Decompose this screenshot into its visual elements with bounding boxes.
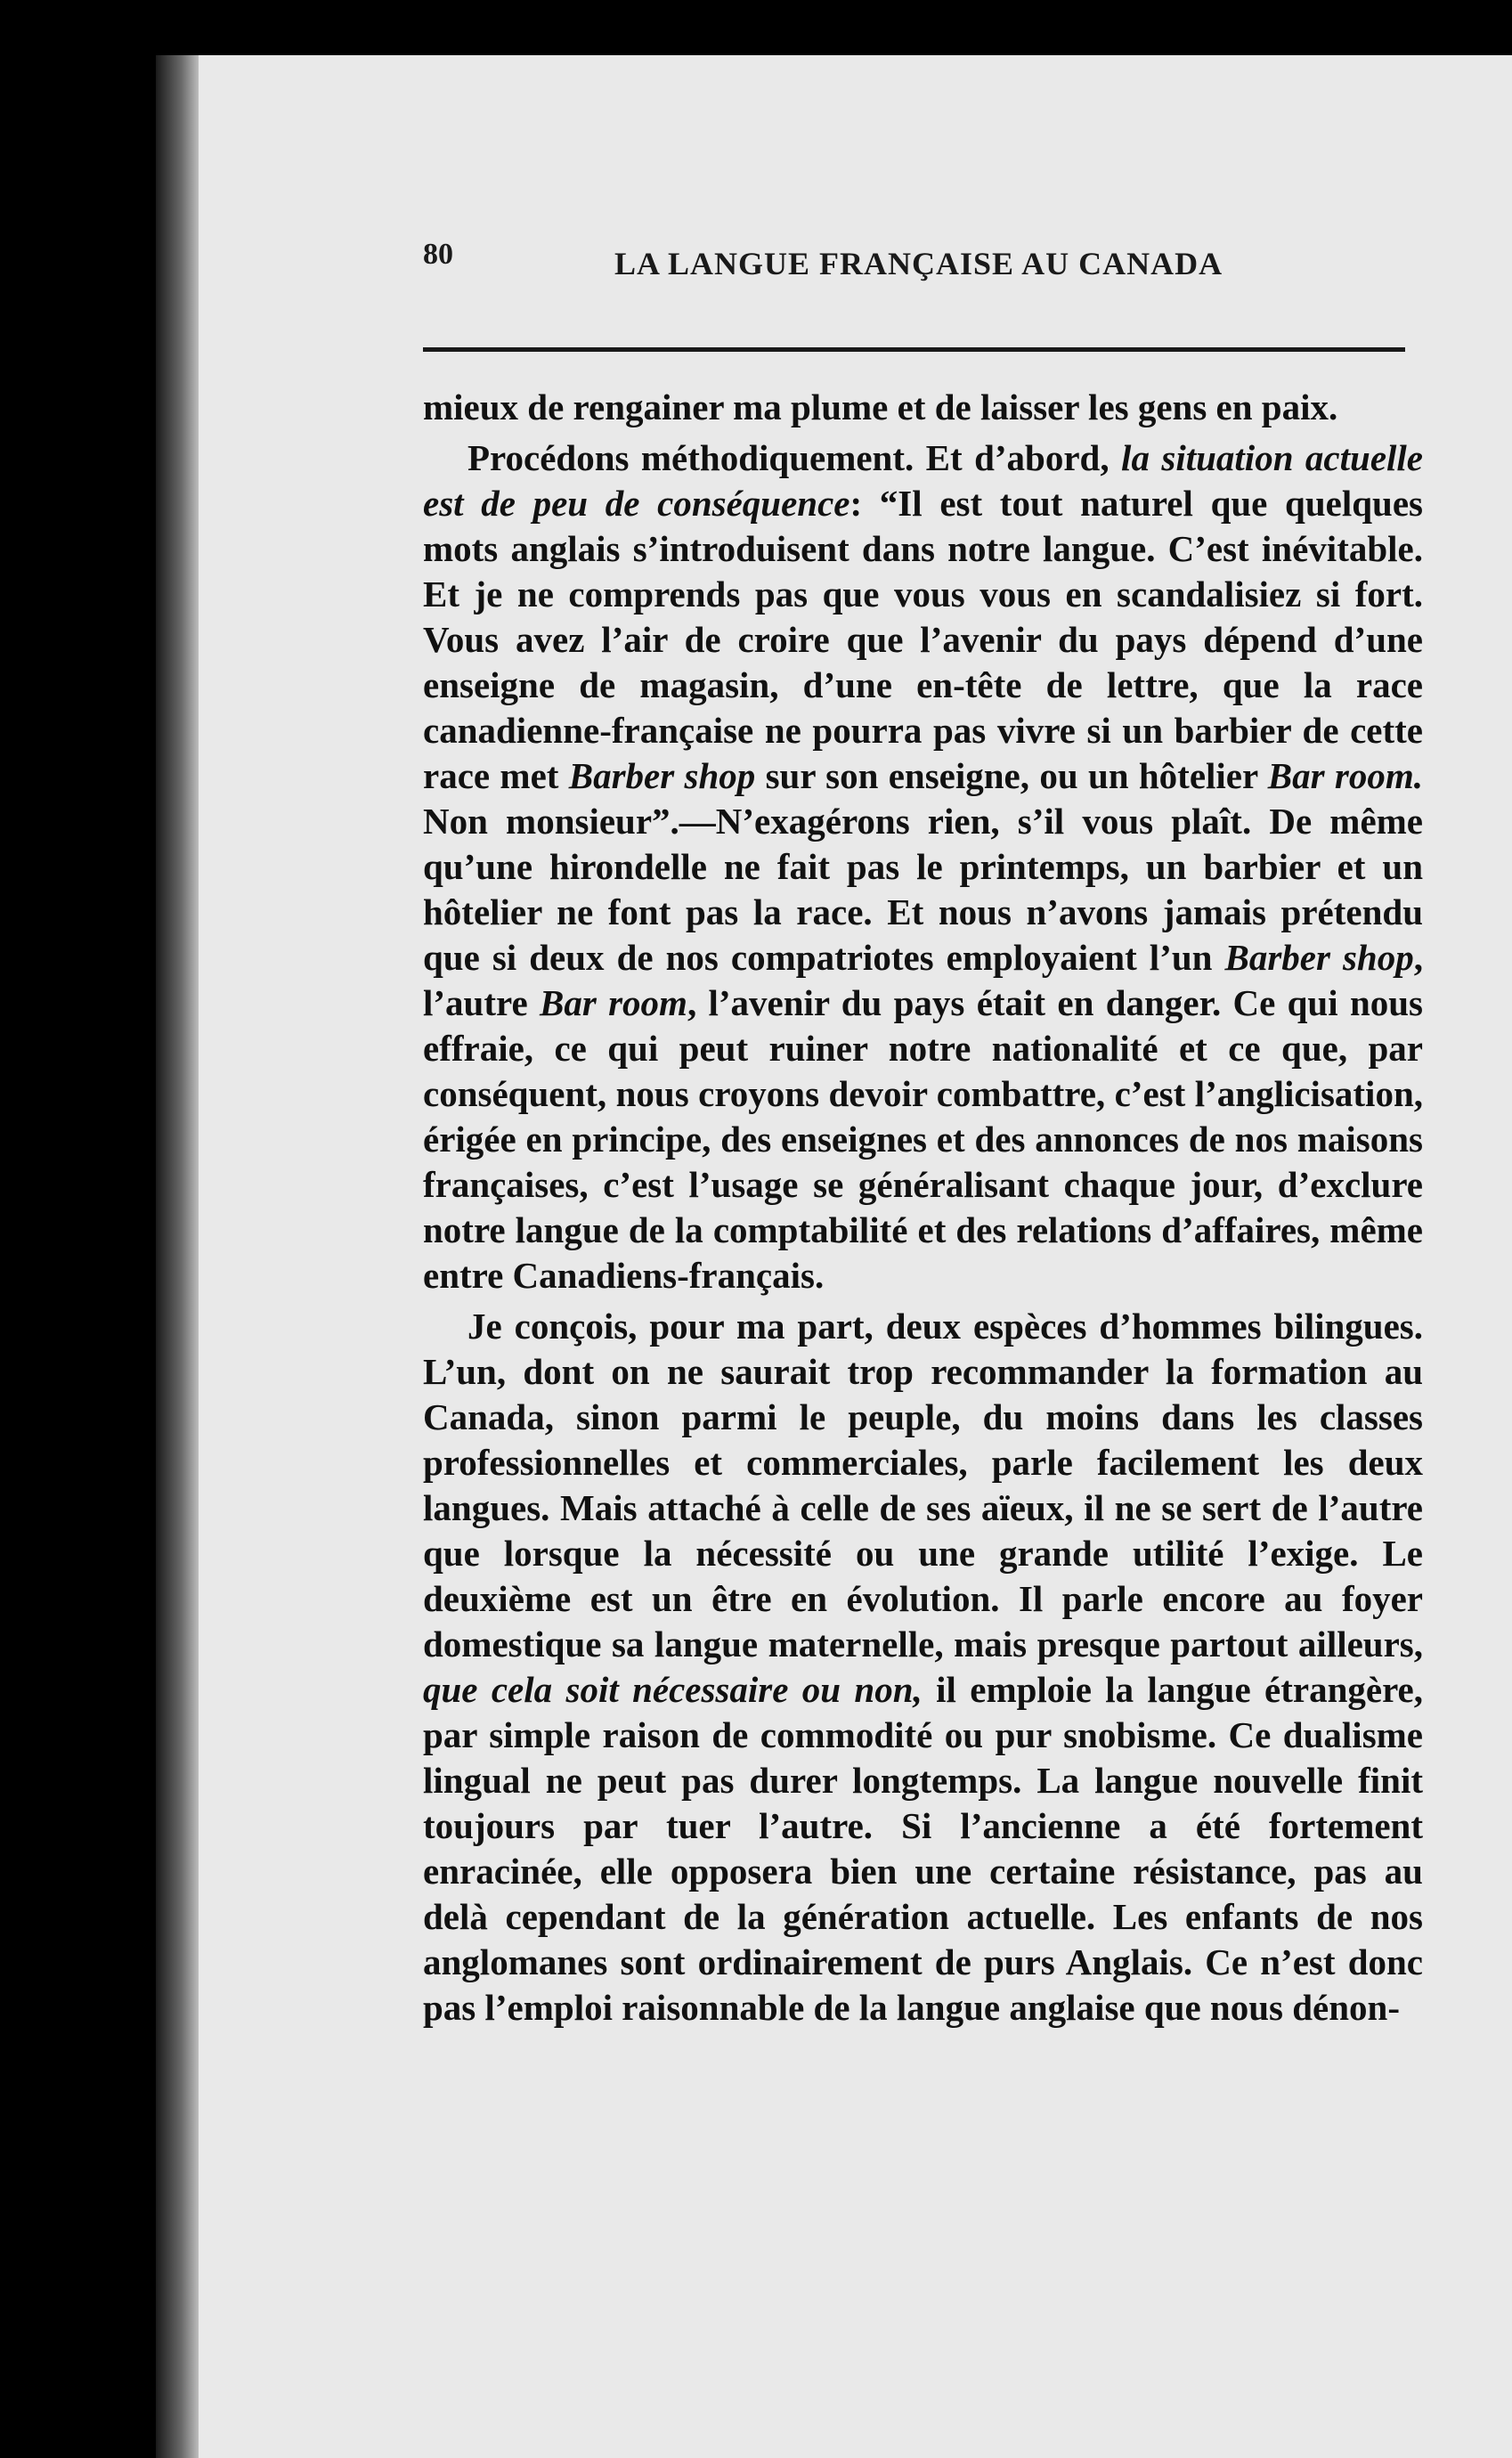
italic-text: Bar room [539,982,687,1023]
paragraph [423,1304,1423,2031]
text-segment: : “Il est tout naturel que quelques mots anglais s’introduisent dans notre langue. C’est inévitable. Et je ne comprends pas que vous vous en scandalisiez si fort. Vous avez l’air de croire que l’avenir du pays dépend d’une enseigne de magasin, d’une en-tête de lettre, que la race canadienne-française ne pourra pas vivre si un barbier de cette race met [423,483,1423,796]
text-segment: Non monsieur”.—N’exagérons rien, s’il vous plaît. De même qu’une hirondelle ne fait pas le printemps, un barbier et un hôtelier ne font pas la race. Et nous n’avons jamais prétendu que si deux de nos compatriotes employaient l’un [423,801,1423,978]
italic-text: Barber shop [568,755,756,796]
book-spine-shadow [156,55,199,2458]
text-segment: , l’avenir du pays était en danger. Ce qui nous effraie, ce qui peut ruiner notre nationalité et ce que, par conséquent, nous croyons devoir combattre, c’est l’anglicisation, érigée en principe, des enseignes et des annonces de nos maisons françaises, c’est l’usage se généralisant chaque jour, d’exclure notre langue de la comptabilité et des relations d’affaires, même entre Canadiens-français. [423,982,1423,1296]
text-segment: sur son enseigne, ou un hôtelier [755,755,1268,796]
text-segment: il emploie la langue étrangère, par simple raison de commodité ou pur snobisme. Ce dualisme lingual ne peut pas durer longtemps. La langue nouvelle finit toujours par tuer l’autre. Si l’ancienne a été fortement enracinée, elle opposera bien une certaine résistance, pas au delà cependant de la génération actuelle. Les enfants de nos anglomanes sont ordinairement de purs Anglais. Ce n’est donc pas l’emploi raisonnable de la langue anglaise que nous dénon- [423,1669,1423,2028]
header-rule [423,347,1405,352]
italic-text: la situation actuelle est de peu de conséquence [423,437,1423,524]
text-segment: , l’autre [423,937,1423,1023]
italic-text: Bar room. [1267,755,1423,796]
running-title: LA LANGUE FRANÇAISE AU CANADA [614,246,1223,281]
text-segment: mieux de rengainer ma plume et de laisser les gens en paix. [423,387,1338,427]
body-text [423,385,1423,2031]
page-number: 80 [423,238,453,271]
text-segment: Je conçois, pour ma part, deux espèces d’hommes bilingues. L’un, dont on ne saurait trop recommander la formation au Canada, sinon parmi le peuple, du moins dans les classes professionnelles et commerciales, parle facilement les deux langues. Mais attaché à celle de ses aïeux, il ne se sert de l’autre que lorsque la nécessité ou une grande utilité l’exige. Le deuxième est un être en évolution. Il parle encore au foyer domestique sa langue maternelle, mais presque partout ailleurs, [423,1306,1423,1664]
book-page [156,55,1512,2458]
text-segment: Procédons méthodiquement. Et d’abord, [467,437,1122,478]
paragraph [423,435,1423,1298]
italic-text: Barber shop [1224,937,1414,978]
italic-text: que cela soit nécessaire ou non, [423,1669,923,1710]
paragraph [423,385,1423,430]
page-header [423,238,1405,291]
